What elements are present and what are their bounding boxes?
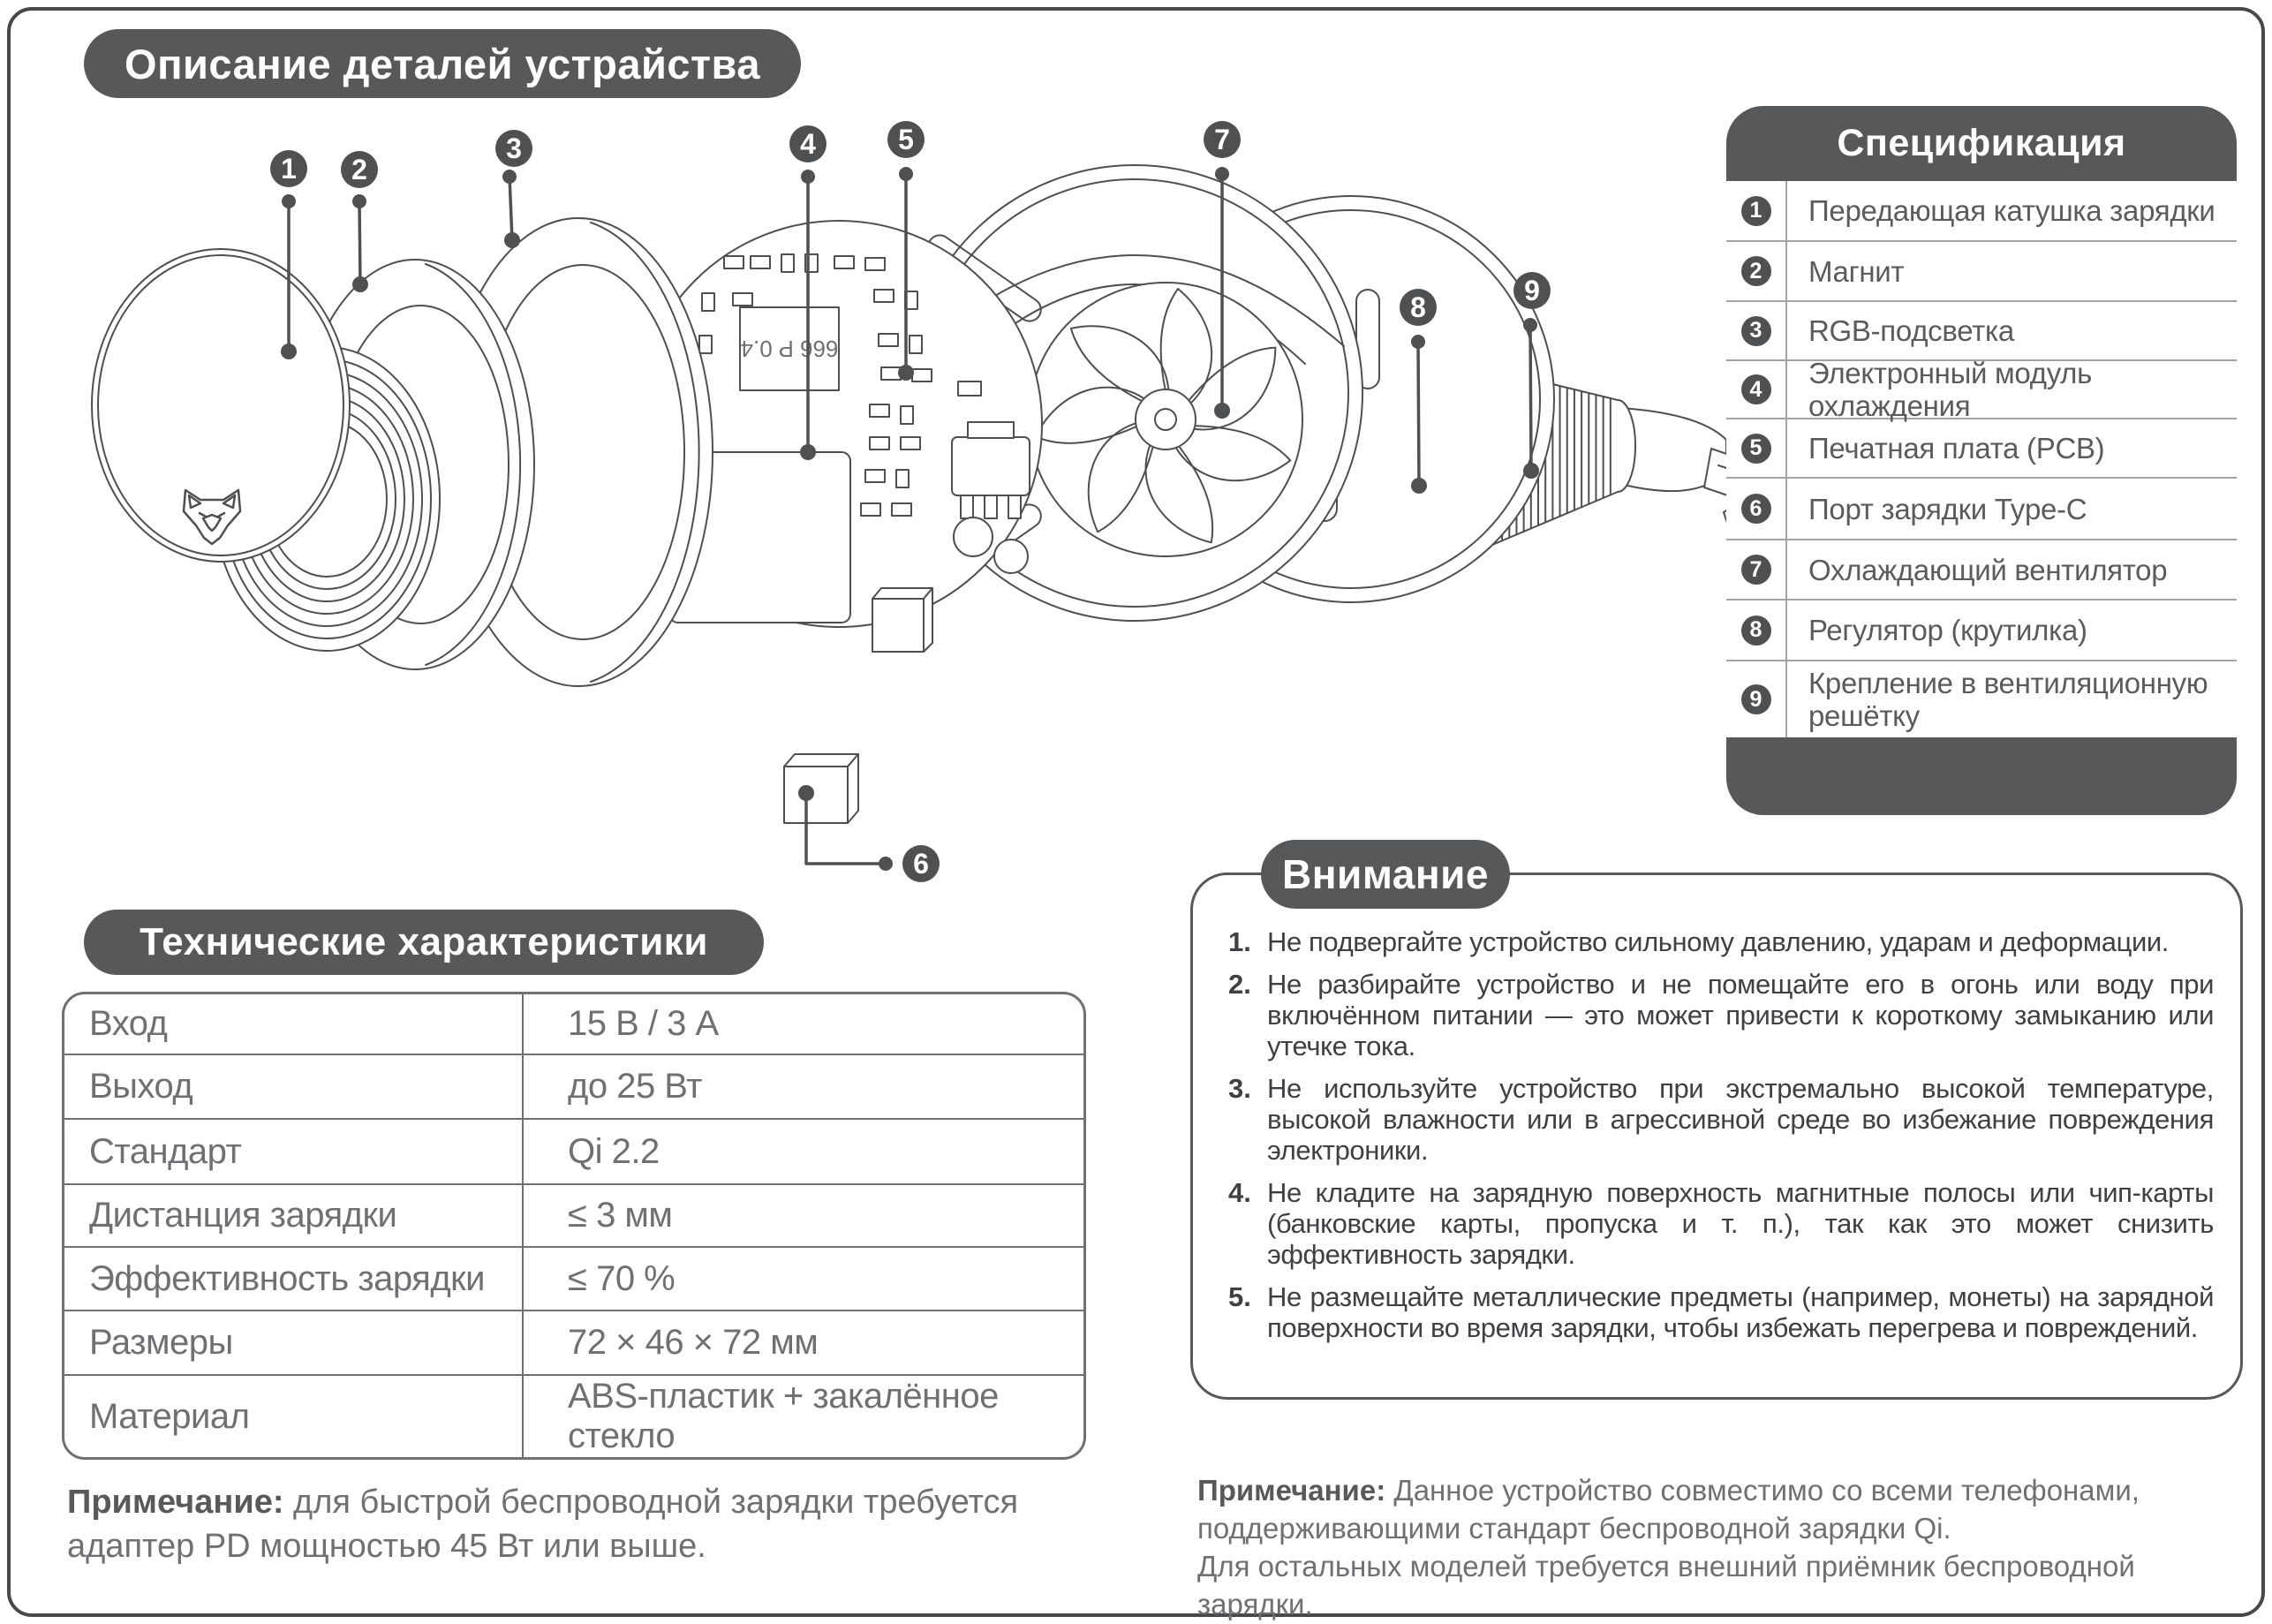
warning-title-pill: [1261, 840, 1510, 909]
spec-row: [1726, 418, 2237, 477]
note-left-lead: Примечание:: [67, 1484, 284, 1521]
warning-item: [1228, 926, 2214, 957]
warning-item-text: Не разбирайте устройство и не помещайте его в огонь или воду при включённом питании — это может привести к короткому замыканию или утечке тока.: [1267, 969, 2214, 1061]
part-fan: [1028, 283, 1302, 557]
spec-number-badge: 9: [1741, 684, 1771, 714]
tech-value: Qi 2.2: [568, 1131, 660, 1171]
warning-item-text: Не используйте устройство при экстремально высокой температуре, высокой влажности или в агрессивной среде во избежание повреждения электроники.: [1267, 1073, 2214, 1166]
spec-row: [1726, 477, 2237, 539]
note-left-line2: адаптер PD мощностью 45 Вт или выше.: [67, 1528, 706, 1565]
warning-item-number: 4.: [1228, 1177, 1251, 1208]
callout-end-dot-9: [1523, 463, 1539, 479]
spec-badge-col: [1726, 181, 1787, 240]
note-right-line3: Для остальных моделей требуется внешний приёмник беспроводной зарядки.: [1197, 1550, 2135, 1620]
callout-line-3: [510, 177, 512, 240]
part-glass-disc: [92, 249, 350, 562]
warning-item-text: Не размещайте металлические предметы (например, монеты) на зарядной поверхности во время зарядки, чтобы избежать перегрева и повреждений.: [1267, 1281, 2214, 1343]
callout-line-9: [1530, 325, 1531, 471]
callout-end-dot-8: [1411, 478, 1427, 494]
callout-end-dot-1: [281, 344, 297, 359]
callout-start-dot-2: [352, 194, 366, 208]
spec-row: [1726, 357, 2237, 422]
callout-start-dot-3: [502, 170, 517, 184]
warning-item: [1228, 1073, 2214, 1166]
page-title: Описание деталей устрайства: [125, 40, 760, 87]
callout-end-dot-3: [504, 232, 520, 248]
note-right-line2: поддерживающими стандарт беспроводной зарядки Qi.: [1197, 1512, 1951, 1545]
callout-number-6: 6: [913, 848, 929, 880]
callout-line-2: [359, 201, 360, 284]
spec-label: Магнит: [1808, 254, 1905, 288]
tech-row: [64, 1054, 1083, 1118]
spec-badge-col: [1726, 601, 1787, 660]
callout-start-dot-7: [1215, 167, 1229, 181]
callout-end-dot-6: [798, 785, 814, 801]
tech-value: ≤ 3 мм: [568, 1196, 673, 1235]
note-right-line1: [1197, 1471, 2257, 1509]
spec-label: RGB-подсветка: [1808, 314, 2014, 347]
spec-number-badge: 3: [1741, 316, 1771, 346]
spec-number-badge: 7: [1741, 555, 1771, 585]
warning-item: [1228, 1281, 2214, 1343]
spec-badge-col: [1726, 242, 1787, 300]
note-right-line1-rest: Данное устройство совместимо со всеми телефонами,: [1385, 1474, 2140, 1507]
spec-row: [1726, 300, 2237, 359]
tech-row: [64, 1310, 1083, 1374]
spec-row: [1726, 599, 2237, 660]
warning-list: [1228, 926, 2214, 1355]
spec-badge-col: [1726, 302, 1787, 359]
tech-label: Выход: [64, 1055, 524, 1118]
tech-row: [64, 1374, 1083, 1457]
tech-value: ABS-пластик + закалённое стекло: [568, 1377, 999, 1455]
warning-item-number: 2.: [1228, 969, 1251, 1000]
note-right-lead: Примечание:: [1197, 1474, 1386, 1507]
callout-start-dot-5: [899, 167, 913, 181]
callout-line-8: [1418, 342, 1419, 486]
note-right: [1197, 1471, 2257, 1623]
note-left: [67, 1480, 1144, 1568]
spec-badge-col: [1726, 419, 1787, 477]
spec-label: Печатная плата (PCB): [1808, 432, 2105, 465]
specification-panel: [1726, 106, 2237, 815]
callout-number-5: 5: [898, 124, 914, 155]
spec-label: Крепление в вентиляционную решётку: [1808, 667, 2208, 732]
part-typec-port: [784, 754, 858, 823]
callout-end-dot-4: [800, 444, 816, 460]
tech-label: Стандарт: [64, 1120, 524, 1183]
callout-end-dot-5: [898, 365, 914, 381]
warning-item: [1228, 1177, 2214, 1270]
note-left-rest: для быстрой беспроводной зарядки требуется: [283, 1484, 1019, 1521]
spec-row: [1726, 539, 2237, 599]
tech-value: 15 В / 3 А: [568, 1004, 719, 1043]
tech-title: Технические характеристики: [140, 920, 708, 963]
warning-panel: [1190, 851, 2243, 1400]
spec-row: [1726, 660, 2237, 737]
spec-label: Передающая катушка зарядки: [1808, 194, 2215, 227]
warning-item-number: 3.: [1228, 1073, 1251, 1104]
warning-item-number: 1.: [1228, 926, 1251, 957]
tech-label: Эффективность зарядки: [64, 1248, 524, 1310]
callout-number-9: 9: [1524, 275, 1540, 306]
tech-row: [64, 1246, 1083, 1310]
spec-badge-col: [1726, 540, 1787, 599]
warning-item: [1228, 969, 2214, 1061]
callout-number-1: 1: [281, 153, 297, 185]
spec-number-badge: 2: [1741, 256, 1771, 286]
callout-start-dot-4: [801, 170, 815, 184]
tech-row: [64, 1183, 1083, 1246]
warning-title: Внимание: [1282, 851, 1489, 897]
pcb-chip-marking: 666 P 0.4: [740, 336, 839, 362]
spec-label: Электронный модуль охлаждения: [1808, 357, 2093, 422]
tech-label: Размеры: [64, 1311, 524, 1374]
exploded-diagram: [35, 71, 1801, 954]
spec-row: [1726, 240, 2237, 300]
tech-table: [62, 992, 1086, 1460]
spec-number-badge: 6: [1741, 494, 1771, 524]
specification-title: Спецификация: [1837, 122, 2126, 164]
spec-label: Охлаждающий вентилятор: [1808, 553, 2168, 586]
callout-start-dot-6: [879, 857, 893, 871]
tech-row: [64, 994, 1083, 1054]
callout-end-dot-2: [352, 276, 368, 292]
callout-number-4: 4: [800, 128, 816, 160]
tech-value: ≤ 70 %: [568, 1258, 676, 1298]
tech-title-pill: [84, 910, 764, 975]
spec-number-badge: 5: [1741, 434, 1771, 464]
callout-start-dot-9: [1523, 318, 1537, 332]
spec-badge-col: [1726, 361, 1787, 418]
tech-value: 72 × 46 × 72 мм: [568, 1323, 819, 1362]
tech-value: до 25 Вт: [568, 1067, 702, 1106]
warning-item-text: Не кладите на зарядную поверхность магнитные полосы или чип-карты (банковские карты, пропуска и т. п.), так как это может снизить эффективность зарядки.: [1267, 1177, 2214, 1270]
callout-start-dot-8: [1411, 335, 1425, 349]
tech-row: [64, 1118, 1083, 1183]
spec-number-badge: 8: [1741, 616, 1771, 646]
spec-label: Порт зарядки Type-C: [1808, 492, 2087, 525]
callout-end-dot-7: [1214, 403, 1230, 419]
tech-label: Материал: [64, 1376, 524, 1457]
spec-label: Регулятор (крутилка): [1808, 614, 2087, 646]
tech-label: Вход: [64, 994, 524, 1054]
callout-number-7: 7: [1214, 124, 1230, 155]
spec-number-badge: 4: [1741, 374, 1771, 404]
callout-number-2: 2: [351, 154, 367, 185]
spec-number-badge: 1: [1741, 196, 1771, 226]
spec-row: [1726, 181, 2237, 240]
callout-number-3: 3: [506, 132, 522, 164]
callout-number-8: 8: [1410, 291, 1426, 323]
tech-label: Дистанция зарядки: [64, 1185, 524, 1246]
callout-start-dot-1: [282, 194, 296, 208]
warning-item-text: Не подвергайте устройство сильному давлению, ударам и деформации.: [1267, 926, 2170, 957]
spec-badge-col: [1726, 479, 1787, 539]
specification-table: [1726, 181, 2237, 737]
spec-badge-col: [1726, 661, 1787, 737]
warning-item-number: 5.: [1228, 1281, 1251, 1312]
note-left-line1: [67, 1480, 1144, 1524]
